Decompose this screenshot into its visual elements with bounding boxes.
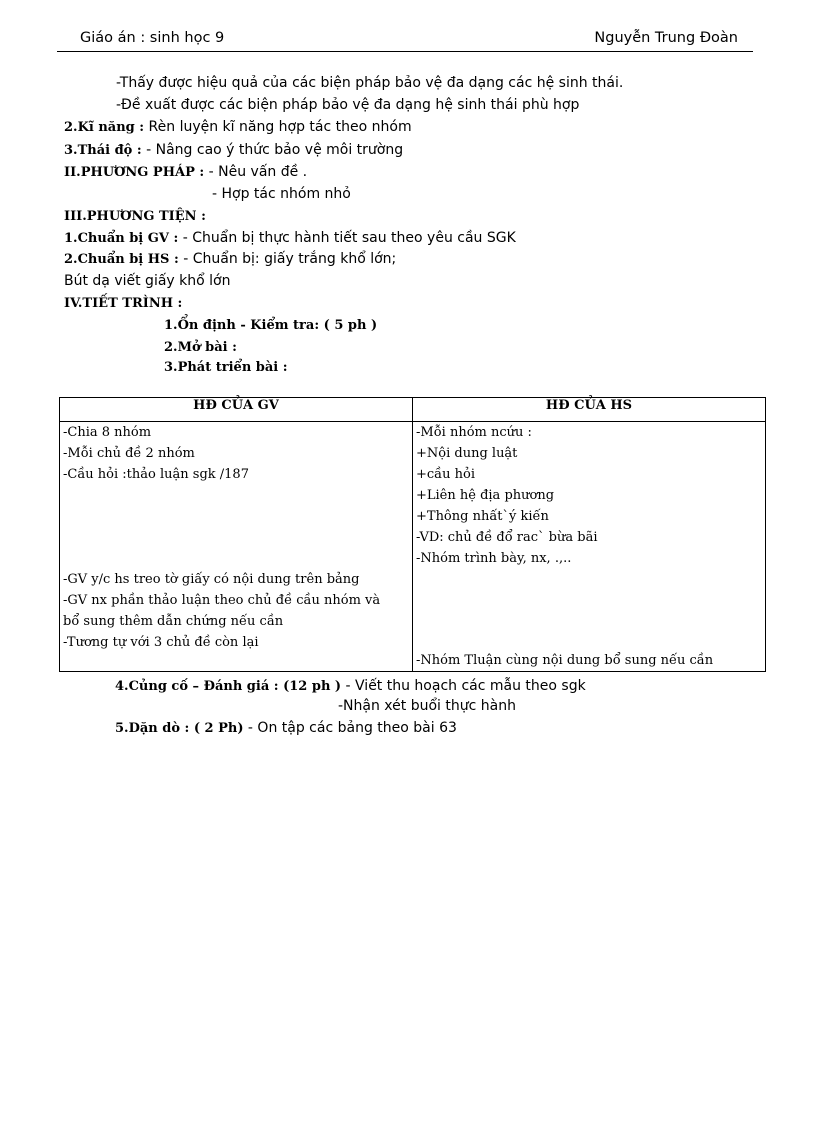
header-right: Nguyễn Trung Đoàn [594,30,738,46]
header-divider [57,51,753,52]
step-3-text: 3.Phát triển bài : [164,360,288,375]
student-activity: -VD: chủ đề đổ rac` bừa bãi [416,530,598,545]
student-prep-line [64,250,396,269]
teacher-activity: -Tương tự với 3 chủ đề còn lại [63,635,259,650]
method-line-2: - Hợp tác nhóm nhỏ [212,186,351,202]
step-3 [164,358,288,377]
step-2 [164,338,237,357]
attitude-text: - Nâng cao ý thức bảo vệ môi trường [141,142,404,158]
activity-table [59,397,766,672]
teacher-prep-line [64,229,516,248]
skill-line [64,118,412,137]
homework-text: - On tập các bảng theo bài 63 [243,720,457,736]
teacher-activity: -GV y/c hs treo tờ giấy có nội dung trên bảng [63,572,360,587]
review-text: - Viết thu hoạch các mẫu theo sgk [341,678,586,694]
procedure-heading [64,294,182,313]
student-activity: -Nhóm Tluận cùng nội dung bổ sung nếu cần [416,653,714,668]
cell-spacer [413,569,765,650]
table-row [60,422,766,672]
student-activity: +Liên hệ địa phương [416,488,555,503]
review-label: 4.Củng cố – Đánh giá : (12 ph ) [115,679,342,694]
teacher-activity: -Chia 8 nhóm [63,425,152,440]
attitude-label: 3.Thái độ : [64,143,142,158]
teacher-prep-label: 1.Chuẩn bị GV : [64,231,179,246]
teacher-column-header: HĐ CỦA GV [60,398,413,422]
method-line [64,163,307,182]
student-column-header: HĐ CỦA HS [413,398,766,422]
student-activity: +Nội dung luật [416,446,518,461]
cell-spacer [60,485,412,569]
student-activity: -Mỗi nhóm ncứu : [416,425,532,440]
teacher-prep-text: - Chuẩn bị thực hành tiết sau theo yêu cầu SGK [178,230,516,246]
teacher-activity: -Cầu hỏi :thảo luận sgk /187 [63,467,249,482]
teacher-activity: -Mỗi chủ đề 2 nhóm [63,446,195,461]
attitude-line [64,141,403,160]
student-activity: -Nhóm trình bày, nx, .,.. [416,551,572,566]
means-heading [64,207,206,226]
review-line-2: -Nhận xét buổi thực hành [338,698,516,714]
step-1-text: 1.Ổn định - Kiểm tra: ( 5 ph ) [164,318,378,333]
procedure-label: IV.TIẾT TRÌNH : [64,296,183,311]
student-activities-cell [413,422,766,672]
student-activity: +cầu hỏi [416,467,476,482]
homework-label: 5.Dặn dò : ( 2 Ph) [115,721,244,736]
student-prep-text: - Chuẩn bị: giấy trắng khổ lớn; [178,251,397,267]
homework-line [115,719,457,738]
student-activity: +Thông nhất`ý kiến [416,509,549,524]
review-line [115,677,586,696]
teacher-activities-cell [60,422,413,672]
method-text: - Nêu vấn đề . [204,164,308,180]
step-2-text: 2.Mở bài : [164,340,237,355]
table-header-row [60,398,766,422]
teacher-activity: bổ sung thêm dẫn chứng nếu cần [63,614,284,629]
means-label: III.PHƯƠNG TIỆN : [64,209,206,224]
step-1 [164,316,377,335]
header-left: Giáo án : sinh học 9 [80,30,225,46]
objective-line-1: -Thấy được hiệu quả của các biện pháp bảo vệ đa dạng các hệ sinh thái. [116,75,624,91]
teacher-activity: -GV nx phần thảo luận theo chủ đề cầu nhóm và [63,593,381,608]
materials-line: Bút dạ viết giấy khổ lớn [64,273,231,289]
method-label: II.PHƯƠNG PHÁP : [64,165,205,180]
student-prep-label: 2.Chuẩn bị HS : [64,252,179,267]
objective-line-2: -Đề xuất được các biện pháp bảo vệ đa dạng hệ sinh thái phù hợp [116,97,580,113]
skill-text: Rèn luyện kĩ năng hợp tác theo nhóm [144,119,412,135]
skill-label: 2.Kĩ năng : [64,120,145,135]
